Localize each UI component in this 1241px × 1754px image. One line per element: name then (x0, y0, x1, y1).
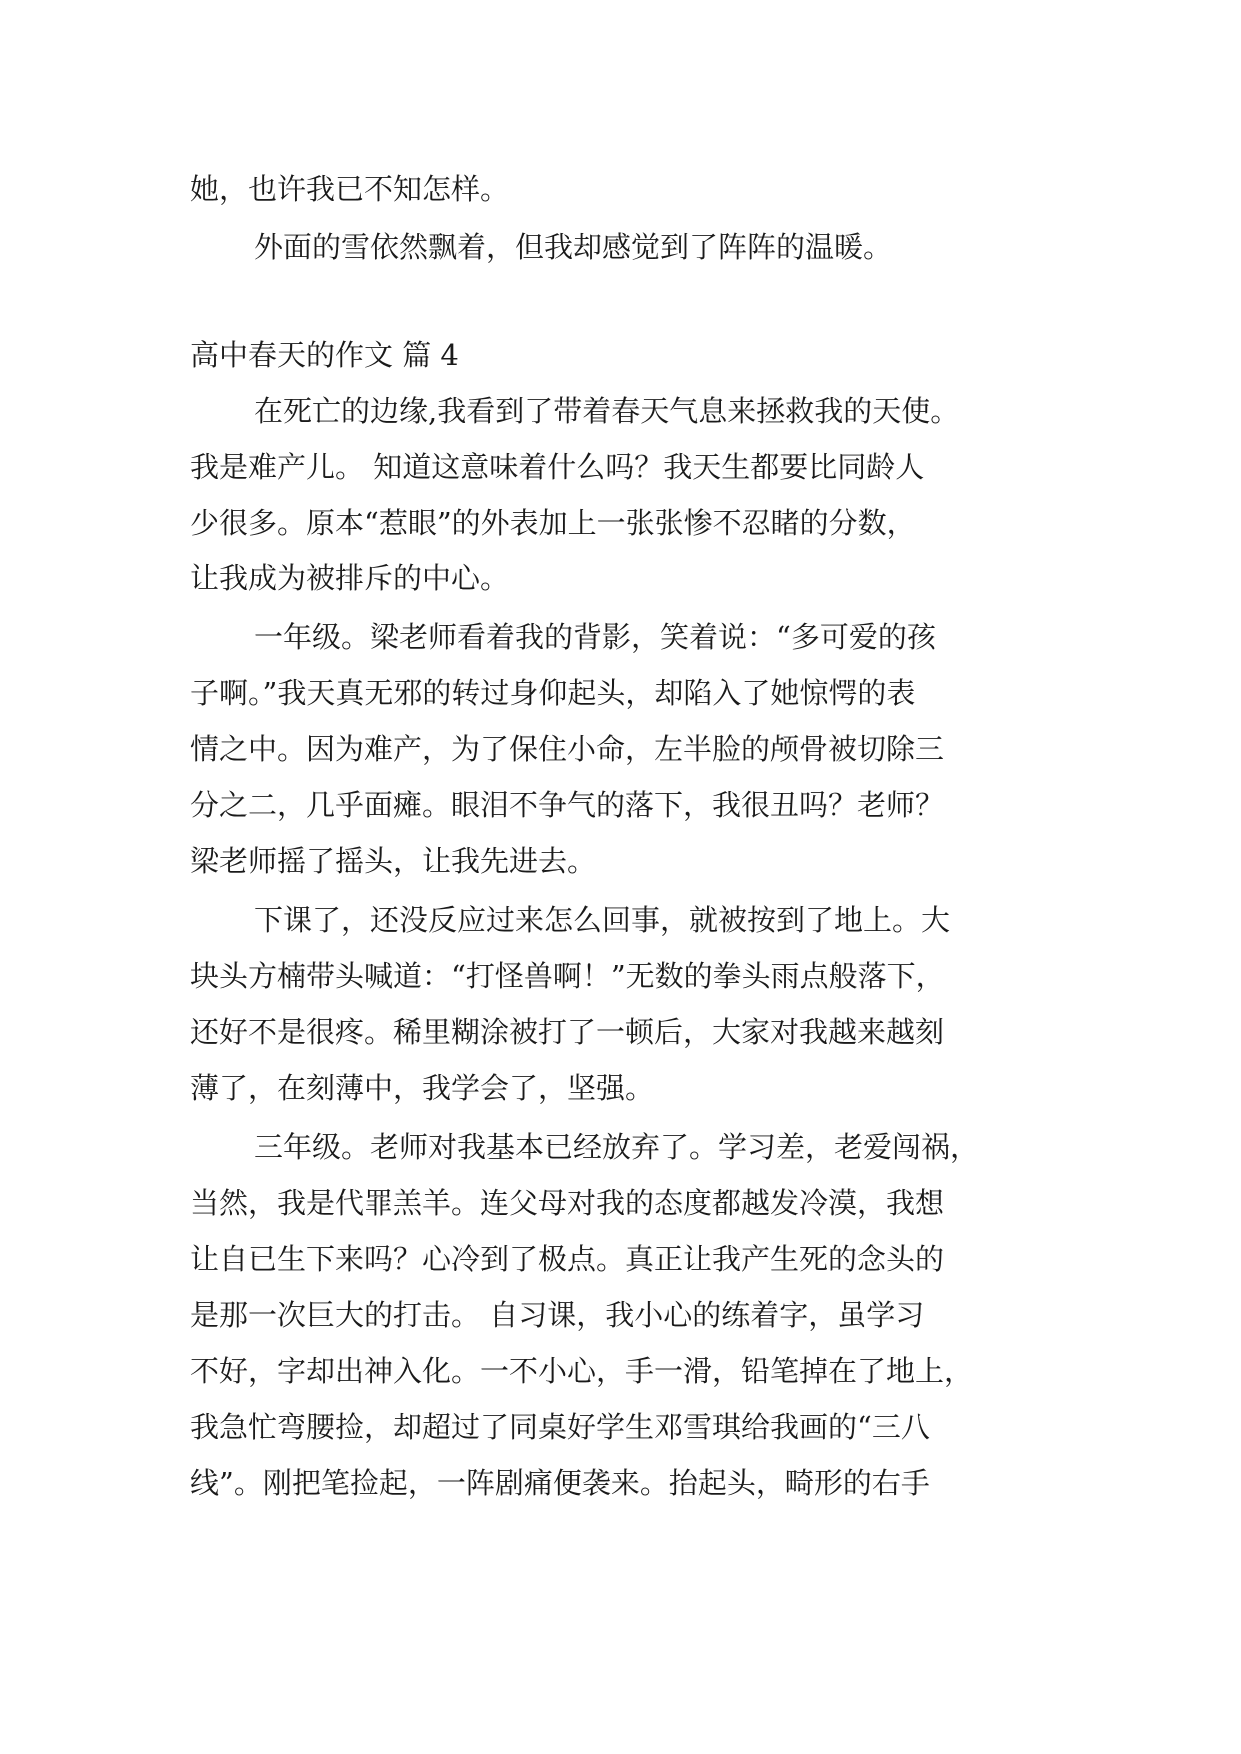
paragraph-line: 分之二，几乎面瘫。眼泪不争气的落下，我很丑吗？老师？ (190, 788, 945, 822)
paragraph-line: 是那一次巨大的打击。 自习课，我小心的练着字，虽学习 (190, 1298, 925, 1332)
paragraph-line: 三年级。老师对我基本已经放弃了。学习差，老爱闯祸， (254, 1130, 980, 1164)
paragraph-line: 我是难产儿。 知道这意味着什么吗？我天生都要比同龄人 (190, 450, 925, 484)
paragraph-line: 一年级。梁老师看着我的背影，笑着说：“多可爱的孩 (254, 620, 936, 654)
paragraph-line: 当然，我是代罪羔羊。连父母对我的态度都越发冷漠，我想 (190, 1186, 945, 1220)
paragraph-line: 外面的雪依然飘着，但我却感觉到了阵阵的温暖。 (254, 230, 893, 264)
paragraph-line: 让自已生下来吗？心冷到了极点。真正让我产生死的念头的 (190, 1242, 945, 1276)
paragraph-line: 线”。刚把笔捡起，一阵剧痛便袭来。抬起头，畸形的右手 (190, 1466, 930, 1500)
paragraph-line: 让我成为被排斥的中心。 (190, 561, 510, 595)
paragraph-line: 还好不是很疼。稀里糊涂被打了一顿后，大家对我越来越刻 (190, 1015, 945, 1049)
paragraph-line: 她，也许我已不知怎样。 (190, 172, 510, 206)
section-heading: 高中春天的作文 篇 4 (190, 338, 459, 372)
paragraph-line: 情之中。因为难产，为了保住小命，左半脸的颅骨被切除三 (190, 732, 945, 766)
paragraph-line: 不好，字却出神入化。一不小心，手一滑，铅笔掉在了地上， (190, 1354, 974, 1388)
paragraph-line: 块头方楠带头喊道：“打怪兽啊！”无数的拳头雨点般落下， (190, 959, 945, 993)
paragraph-line: 薄了，在刻薄中，我学会了，坚强。 (190, 1071, 655, 1105)
paragraph-line: 我急忙弯腰捡，却超过了同桌好学生邓雪琪给我画的“三八 (190, 1410, 930, 1444)
paragraph-line: 下课了，还没反应过来怎么回事，就被按到了地上。大 (254, 903, 951, 937)
paragraph-line: 子啊。”我天真无邪的转过身仰起头，却陷入了她惊愕的表 (190, 676, 916, 710)
paragraph-line: 梁老师摇了摇头，让我先进去。 (190, 844, 597, 878)
paragraph-line: 少很多。原本“惹眼”的外表加上一张张惨不忍睹的分数， (190, 506, 916, 540)
paragraph-line: 在死亡的边缘,我看到了带着春天气息来拯救我的天使。 (254, 394, 960, 428)
